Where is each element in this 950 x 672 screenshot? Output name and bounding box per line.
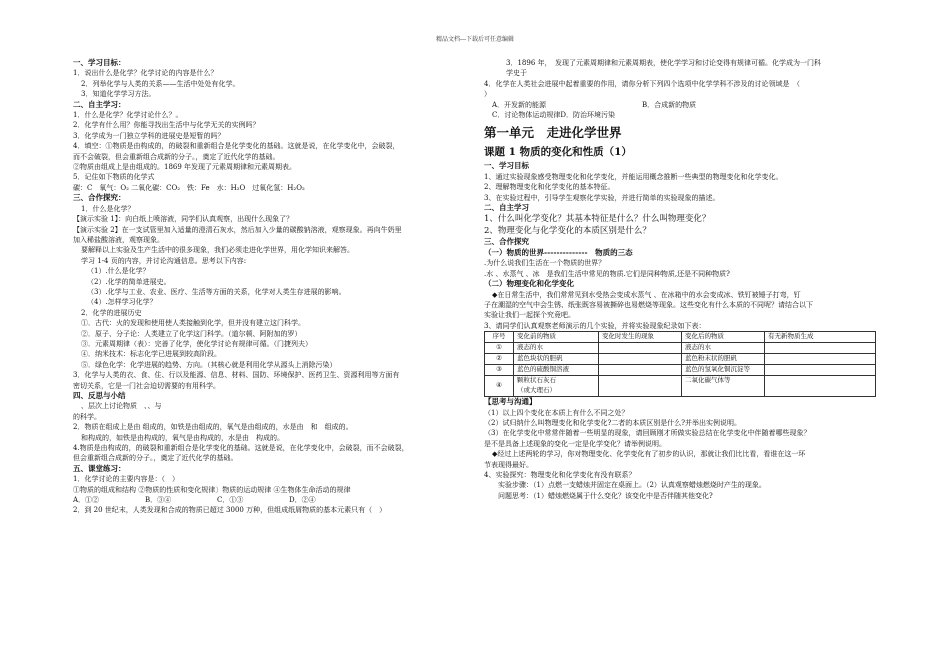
text-line: 4、实验探究：物理变化和化学变化有没有联系？ [484, 470, 636, 479]
text-line: ） [484, 90, 491, 99]
text-line: ②．原子、分子论：人类建立了化学这门科学。（道尔顿、阿附加的罗） [81, 329, 302, 338]
text-line: 密切关系，它是一门社会迫切需要的有用科学。 [73, 381, 220, 390]
table-cell: 颗粒状石灰石 （或大理石） [514, 376, 599, 397]
section-heading: 四、反思与小结 [73, 391, 126, 400]
text-line: 1．说出什么是化学？化学讨论的内容是什么？ [73, 69, 218, 78]
right-column [484, 58, 884, 501]
text-line: 实验让我们一起探个究竟吧。 [484, 311, 575, 320]
text-line: .为什么说我们生活在一个物质的世界？ [484, 259, 606, 268]
text-line: 4．填空：①物质是由构成的，的破裂和重新组合是化学变化的基础。这就是说，在化学变化中，会破裂， [73, 142, 400, 151]
text-line: （3）.化学与工业、农业、医疗、生活等方面的关系，化学对人类生存进展的影响。 [87, 287, 346, 296]
text-line: 【演示实验 1】：向白纸上喷溶液，同学们认真观察，出现什么现象了？ [73, 215, 294, 224]
text-line: 3、请同学们认真观察老师演示的几个实验，并将实验现象纪录如下表： [484, 321, 706, 330]
section-heading: 五、课堂练习： [73, 463, 126, 473]
table-cell [765, 354, 876, 365]
section-heading: 二、自主学习 [484, 203, 529, 213]
option-item: D．②④ [289, 496, 316, 505]
text-line: 3．知道化学学习方法。 [81, 90, 156, 99]
text-line: 【演示实验 2】在一支试管里加入适量的澄清石灰水，然后加入少量的碳酸钠溶液，观察现象。再向牛奶里 [73, 225, 402, 234]
section-heading: 一、学习目标 [484, 161, 529, 171]
text-line: 4.物质是由构成的，的破裂和重新组合是化学变化的基础。这就是说，在化学变化中，会破裂，而不会破裂， [73, 444, 409, 453]
text-line: ①物质的组成和结构 ②物质的性质和变化规律〕物质的运动规律 ④生物体生命活动的规律 [73, 485, 351, 494]
text-line: 问题思考：（1）蜡烛燃烧属于什么变化？该变化中是否伴随其他变化? [498, 491, 713, 500]
table-header-cell: 有无新物质生成 [765, 332, 876, 343]
option-item: B．合成新的物质 [642, 100, 697, 109]
q4-options [484, 100, 812, 121]
text-line: ③．元素周期律（表）：完善了化学，使化学讨论有规律可循。（门捷列夫） [81, 339, 312, 348]
text-line: 节表现得最好。 [484, 460, 533, 469]
left-text-block-2 [73, 505, 468, 515]
text-line: （3）在化学变化中常常伴随着一些明显的现象，请回顾刚才所做实验总结在化学变化中伴随着哪些现象？ [484, 429, 811, 438]
table-cell: 液态的水 [514, 343, 599, 354]
q1-options [73, 495, 468, 505]
text-line: 3、在实验过程中，引导学生观察化学实验，并进行简单的实验现象的描述。 [484, 193, 720, 202]
option-item: C．讨论物体运动规律 [492, 111, 561, 120]
table-cell: 蓝色粉末状的胆矾 [682, 354, 765, 365]
table-header-cell: 变化前的物质 [514, 332, 599, 343]
table-cell [765, 376, 876, 397]
table-cell: ④ [485, 376, 514, 397]
text-line: 3．化学与人类的衣、食、住、行以及能源、信息、材料、国防、环境保护、医药卫生、资源利用等方面有 [73, 371, 400, 380]
text-line: ⑤．绿色化学：化学进展的趋势、方向。（其核心就是利用化学从源头上消除污染） [81, 360, 337, 369]
text-line: 1．化学讨论的主要内容是：（ ） [73, 475, 179, 484]
text-line: （2）.化学的简单进展史。 [87, 277, 171, 286]
table-cell [599, 354, 682, 365]
table-row [485, 365, 876, 376]
text-line: （2）试归纳什么叫物理变化和化学变化?二者的本质区别是什么?并举出实例说明。 [484, 418, 741, 427]
text-line: 是不是具备上述现象的变化一定是化学变化？请举例说明。 [484, 439, 666, 448]
table-row [485, 376, 876, 397]
lesson-title: 课题 1 物质的变化和性质（1） [484, 146, 632, 159]
text-line: 2．列举化学与人类的关系——生活中处处有化学。 [81, 79, 240, 88]
table-cell: 液态的水 [682, 343, 765, 354]
table-cell: ② [485, 354, 514, 365]
text-line: 4．化学在人类社会进展中起着重要的作用，请你分析下列四个选项中化学学科不涉及的讨论领域是 （ [484, 79, 800, 88]
text-line: ◆在日常生活中，我们常常见到水受热会变成水蒸气 、在冰箱中的水会变成冰、铁钉被锤子打弯，钉 [492, 290, 801, 299]
text-line: 和构成的，如铁是由构成的，氧气是由构成的，水是由 构成的。 [81, 433, 284, 442]
option-item: A．开发新的能源 [492, 100, 547, 109]
section-heading: 一、学习目标： [73, 58, 126, 67]
right-bottom-block [484, 397, 884, 501]
table-cell [599, 365, 682, 376]
table-cell: 蓝色的硫酸铜溶液 [514, 365, 599, 376]
page-header: 精品文档---下载后可任意编辑 [435, 36, 515, 43]
text-line: 1、什么叫化学变化？其基本特征是什么？什么叫物理变化？ [484, 214, 711, 225]
table-row [485, 343, 876, 354]
text-line: 2．到 20 世纪末，人类发现和合成的物质已超过 3000 万种，但组成纸屑物质的基本元素只有（ ） [73, 506, 387, 515]
table-header-cell: 序号 [485, 332, 514, 343]
text-line: 实验步骤：（1）点燃一支蜡烛并固定在桌面上。（2）认真观察蜡烛燃烧时产生的现象。 [498, 481, 766, 490]
section-heading: （二）物理变化和化学变化 [484, 279, 574, 289]
text-line: 但会重新组合成新的分子。，奠定了近代化学的基础。 [73, 454, 238, 463]
text-line: 1．什么是化学？化学讨论什么？。 [73, 111, 183, 120]
section-heading: 三、合作探究： [73, 193, 126, 203]
text-line: （1）以上四个变化在本质上有什么不同之处？ [484, 408, 629, 417]
table-cell [765, 365, 876, 376]
table-header-row [485, 332, 876, 343]
text-line: 碳：C 氧气：O₂ 二氧化碳：CO₂ 铁：Fe 水：H₂O 过氧化氢：H₂O₂ [73, 183, 305, 192]
text-line: 2．物质在组成上是由 组成的，如铁是由组成的，氧气是由组成的，水是由 和 组成的。 [73, 423, 353, 432]
experiment-table [484, 331, 876, 397]
text-line: 2、理解物理变化和化学变化的基本特征。 [484, 183, 615, 192]
section-heading: 【思考与沟通】 [484, 397, 537, 407]
right-top-block [484, 58, 884, 100]
text-line: 5．记住如下物质的化学式 [73, 173, 155, 182]
text-line: 而不会破裂，但会重新组合成新的分子。，奠定了近代化学的基础。 [73, 152, 280, 161]
text-line: 3．化学成为一门独立学科的进展史是短暂的吗？ [73, 131, 225, 140]
table-cell: ③ [485, 365, 514, 376]
section-heading: 二、自主学习： [73, 99, 126, 109]
table-header-cell: 变化后的物质 [682, 332, 765, 343]
text-line: 3．1896 年， 发现了元素周期律和元素周期表，使化学学习和讨论变得有规律可循。化学成为一门科 [506, 59, 821, 67]
text-line: ④．纳米技术：标志化学已进展到较高阶段。 [81, 350, 221, 359]
table-header-cell: 变化时发生的现象 [599, 332, 682, 343]
text-line: （4）.怎样学习化学？ [87, 298, 157, 307]
option-item: C．①③ [217, 496, 244, 505]
text-line: 2．化学有什么用？你能寻找出生活中与化学无关的实例吗？ [73, 121, 260, 130]
text-line: （1）.什么是化学？ [87, 267, 150, 276]
table-cell [599, 343, 682, 354]
text-line: 学史于 [506, 69, 527, 78]
text-line: ◆经过上述两轮的学习，你对物理变化、化学变化有了初步的认识，那就让我们比比看，看谁在这一环 [492, 450, 806, 459]
section-heading: （一）物质的世界-------------- 物质的三态 [484, 247, 633, 257]
option-item: B．③④ [145, 496, 172, 505]
left-column [73, 58, 468, 516]
text-line: 加入稀盐酸溶液，观察现象。 [73, 235, 164, 244]
table-cell: 蓝色的氢氧化铜沉淀等 [682, 365, 765, 376]
text-line: 2．化学的进展历史 [81, 308, 142, 317]
option-item: A．①② [73, 496, 100, 505]
text-line: 2、物理变化与化学变化的本质区别是什么？ [484, 226, 651, 237]
left-text-block [73, 58, 468, 495]
text-line: 的科学。 [73, 412, 101, 421]
table-cell [765, 343, 876, 354]
table-row [485, 354, 876, 365]
text-line: 要解释以上实验及生产生活中的很多现象，我们必须走进化学世界，用化学知识来解答。 [81, 246, 354, 255]
table-cell: 蓝色块状的胆矾 [514, 354, 599, 365]
section-heading: 三、合作探究 [484, 237, 529, 247]
text-line: 1、通过实验现象感受物理变化和化学变化，并能运用概念推断一些典型的物理变化和化学变化。 [484, 172, 783, 181]
table-cell [599, 376, 682, 397]
table-cell: 二氧化碳气体等 [682, 376, 765, 397]
text-line: 、层次上讨论物质 、、与 [81, 402, 162, 411]
text-line: 学习 1-4 页的内容，并讨论沟通信息。思考以下内容: [81, 256, 247, 265]
text-line: 1．什么是化学？ [81, 204, 135, 213]
unit-title: 第一单元 走进化学世界 [484, 125, 622, 141]
text-line: ②物质由组成上是由组成的。1869 年发现了元素周期律和元素周期表。 [73, 163, 297, 172]
right-mid-block [484, 161, 884, 331]
text-line: .水 、水蒸气 、冰 是我们生活中常见的物质.它们是同种物质,还是不同种物质? [484, 269, 730, 278]
text-line: 子在潮湿的空气中会生锈、纸张既容易被撕碎也易燃烧等现象。这些变化有什么本质的不同呢？请结合以下 [484, 300, 813, 309]
table-cell: ① [485, 343, 514, 354]
text-line: ①．古代：火的发现和使用使人类接触到化学，但并没有建立这门科学。 [81, 319, 305, 328]
option-item: D．防治环境污染 [560, 111, 615, 120]
